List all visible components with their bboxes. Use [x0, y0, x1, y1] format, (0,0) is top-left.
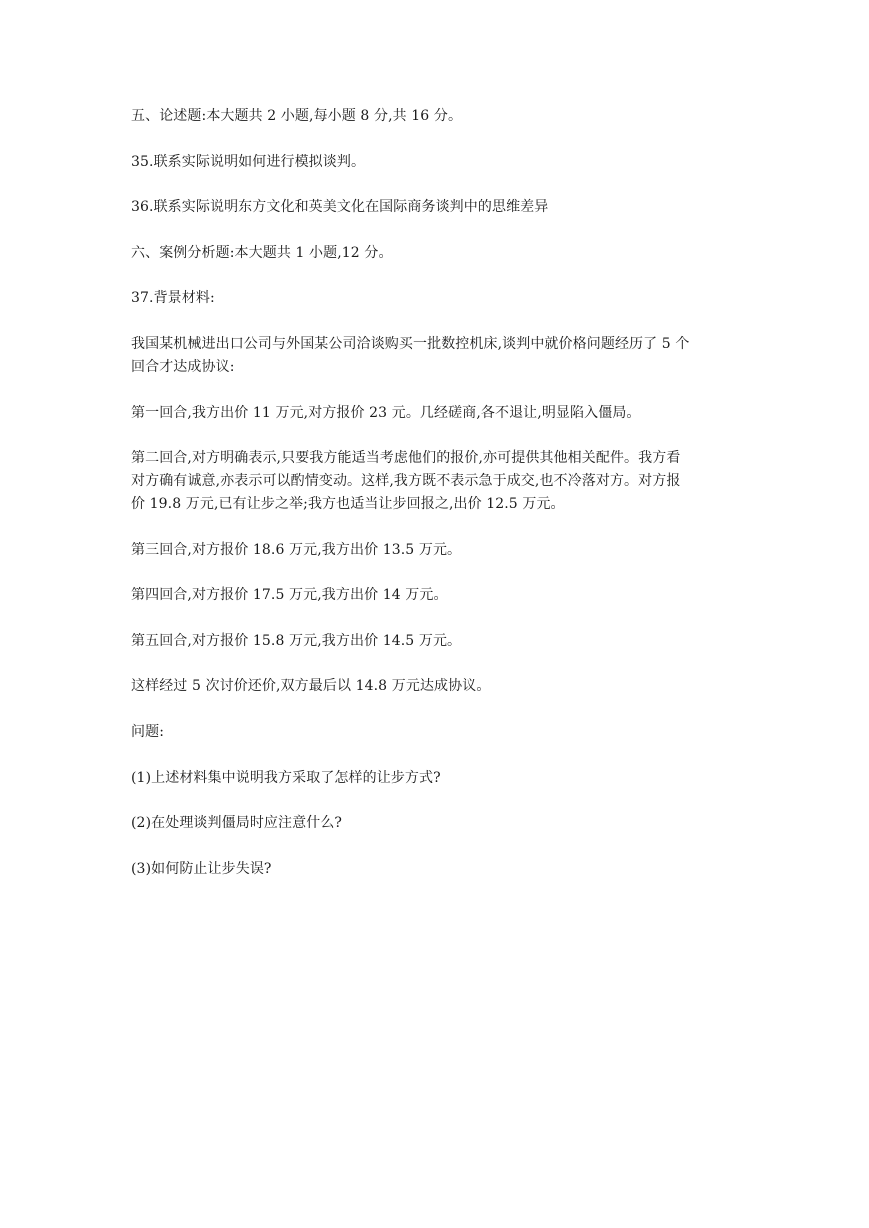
case-round-4: 第四回合,对方报价 17.5 万元,我方出价 14 万元。	[131, 587, 448, 603]
case-round-2-line-3: 价 19.8 万元,已有让步之举;我方也适当让步回报之,出价 12.5 万元。	[131, 496, 565, 512]
question-37-title: 37.背景材料:	[131, 290, 215, 306]
case-round-2-line-1: 第二回合,对方明确表示,只要我方能适当考虑他们的报价,亦可提供其他相关配件。我方看	[131, 450, 681, 466]
section-5-heading: 五、论述题:本大题共 2 小题,每小题 8 分,共 16 分。	[131, 108, 463, 124]
question-36: 36.联系实际说明东方文化和英美文化在国际商务谈判中的思维差异	[131, 199, 549, 215]
case-round-3: 第三回合,对方报价 18.6 万元,我方出价 13.5 万元。	[131, 542, 462, 558]
case-round-2-line-2: 对方确有诚意,亦表示可以酌情变动。这样,我方既不表示急于成交,也不冷落对方。对方报	[131, 473, 681, 489]
case-round-1: 第一回合,我方出价 11 万元,对方报价 23 元。几经磋商,各不退让,明显陷入僵局。	[131, 405, 641, 421]
case-conclusion: 这样经过 5 次讨价还价,双方最后以 14.8 万元达成协议。	[131, 678, 491, 694]
question-1: (1)上述材料集中说明我方采取了怎样的让步方式?	[131, 770, 441, 786]
case-round-5: 第五回合,对方报价 15.8 万元,我方出价 14.5 万元。	[131, 633, 462, 649]
case-intro-line-1: 我国某机械进出口公司与外国某公司洽谈购买一批数控机床,谈判中就价格问题经历了 5 个	[131, 336, 690, 352]
case-intro-line-2: 回合才达成协议:	[131, 359, 235, 375]
questions-label: 问题:	[131, 724, 165, 740]
section-6-heading: 六、案例分析题:本大题共 1 小题,12 分。	[131, 245, 393, 261]
question-2: (2)在处理谈判僵局时应注意什么?	[131, 815, 343, 831]
question-35: 35.联系实际说明如何进行模拟谈判。	[131, 154, 366, 170]
question-3: (3)如何防止让步失误?	[131, 861, 272, 877]
